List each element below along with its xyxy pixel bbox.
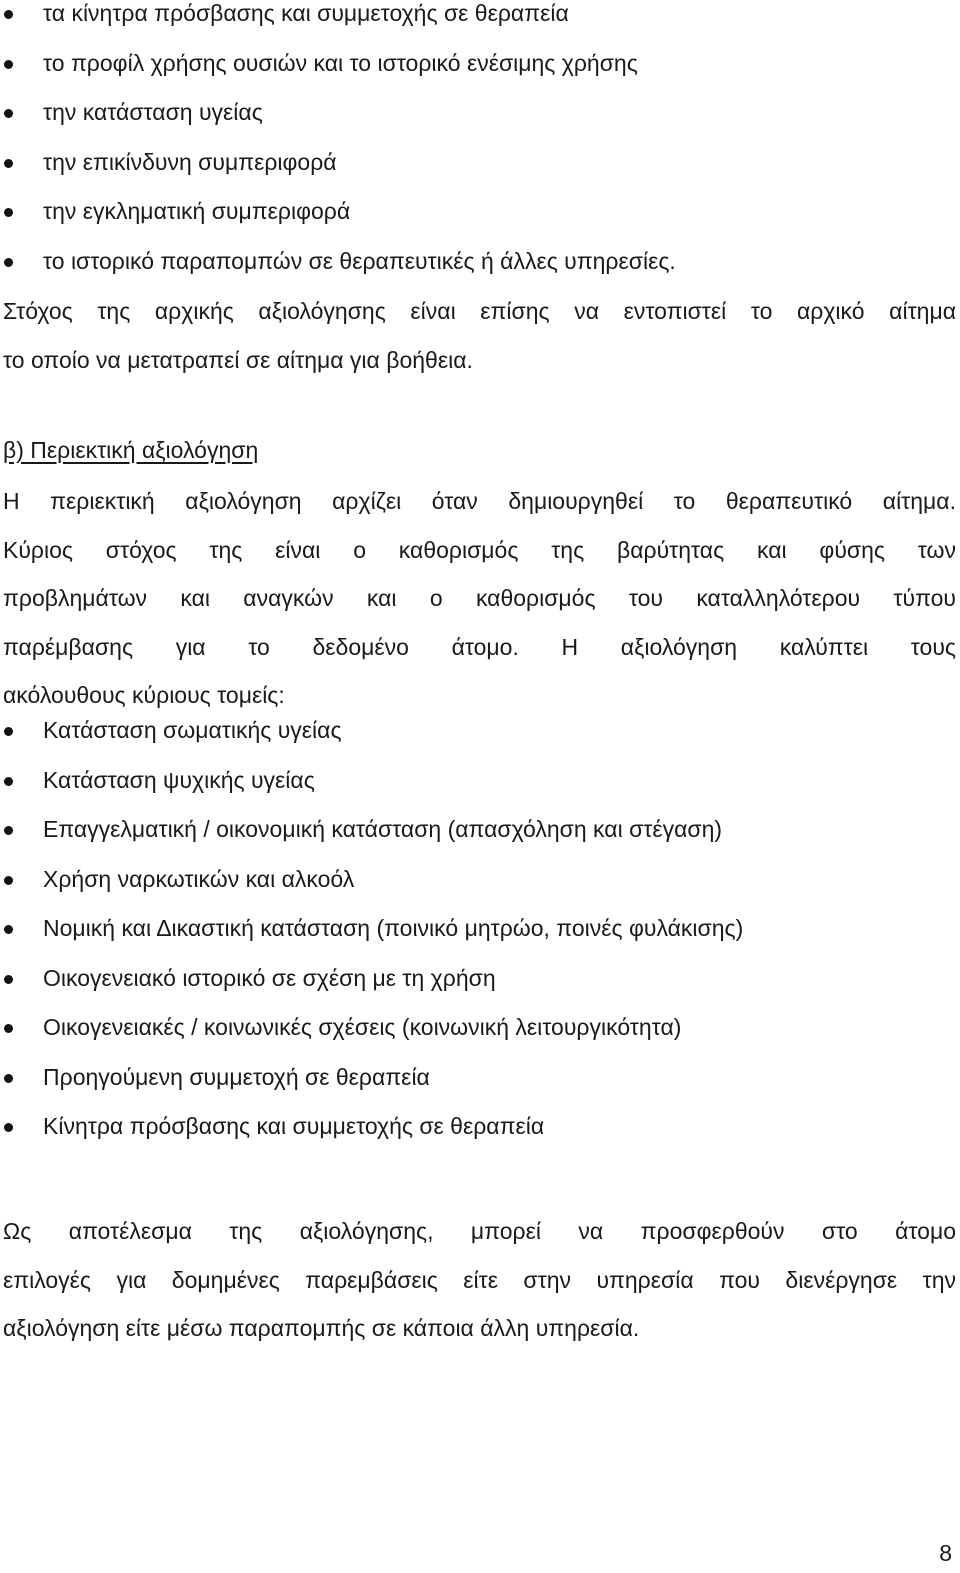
list-item-text: Επαγγελματική / οικονομική κατάσταση (απασχόληση και στέγαση) (43, 816, 723, 842)
list-item (0, 1113, 960, 1163)
paragraph-line: Στόχος της αρχικής αξιολόγησης είναι επίσης να εντοπιστεί το αρχικό αίτημα (3, 298, 956, 324)
paragraph-line: αξιολόγηση είτε μέσω παραπομπής σε κάποια άλλη υπηρεσία. (3, 1315, 640, 1341)
domain-bullet-list (0, 717, 960, 1163)
bullet-icon (4, 975, 13, 984)
list-item-text: την επικίνδυνη συμπεριφορά (43, 148, 337, 175)
list-item-text: το προφίλ χρήσης ουσιών και το ιστορικό ενέσιμης χρήσης (43, 49, 638, 76)
bullet-icon (4, 208, 13, 217)
list-item (0, 1064, 960, 1114)
list-item-text: την εγκληματική συμπεριφορά (43, 198, 351, 224)
paragraph-initial-assessment-goal (3, 287, 956, 384)
bullet-icon (4, 159, 13, 168)
list-item (0, 866, 960, 916)
bullet-icon (4, 258, 13, 267)
bullet-icon (4, 727, 13, 736)
list-item (0, 965, 960, 1015)
bullet-icon (4, 60, 13, 69)
paragraph-comprehensive-assessment (3, 477, 956, 720)
top-bullet-list (0, 0, 960, 297)
list-item (0, 99, 960, 149)
list-item-text: Οικογενειακές / κοινωνικές σχέσεις (κοινωνική λειτουργικότητα) (43, 1014, 682, 1040)
list-item (0, 149, 960, 199)
bullet-icon (4, 1123, 13, 1132)
bullet-icon (4, 826, 13, 835)
paragraph-line: επιλογές για δομημένες παρεμβάσεις είτε στην υπηρεσία που διενέργησε την (3, 1266, 956, 1293)
page-number: 8 (939, 1540, 952, 1566)
bullet-icon (4, 1074, 13, 1083)
bullet-icon (4, 925, 13, 934)
section-heading: β) Περιεκτική αξιολόγηση (3, 437, 259, 463)
list-item (0, 915, 960, 965)
paragraph-line: Ως αποτέλεσμα της αξιολόγησης, μπορεί να προσφερθούν στο άτομο (3, 1218, 956, 1244)
list-item (0, 198, 960, 248)
list-item-text: Κατάσταση ψυχικής υγείας (43, 766, 315, 793)
paragraph-line: το οποίο να μετατραπεί σε αίτημα για βοήθεια. (3, 346, 473, 373)
list-item-text: το ιστορικό παραπομπών σε θεραπευτικές ή άλλες υπηρεσίες. (43, 247, 676, 274)
bullet-icon (4, 777, 13, 786)
list-item (0, 1014, 960, 1064)
bullet-icon (4, 10, 13, 19)
list-item-text: Κατάσταση σωματικής υγείας (43, 717, 342, 743)
list-item-text: Οικογενειακό ιστορικό σε σχέση με τη χρήση (43, 964, 496, 991)
list-item (0, 717, 960, 767)
bullet-icon (4, 876, 13, 885)
paragraph-line: παρέμβασης για το δεδομένο άτομο. Η αξιολόγηση καλύπτει τους (3, 633, 956, 660)
list-item-text: την κατάσταση υγείας (43, 99, 263, 125)
paragraph-line: προβλημάτων και αναγκών και ο καθορισμός του καταλληλότερου τύπου (3, 585, 956, 611)
list-item (0, 0, 960, 50)
list-item (0, 767, 960, 817)
bullet-icon (4, 109, 13, 118)
list-item-text: Προηγούμενη συμμετοχή σε θεραπεία (43, 1063, 430, 1090)
list-item (0, 816, 960, 866)
list-item-text: τα κίνητρα πρόσβασης και συμμετοχής σε θεραπεία (43, 0, 569, 26)
paragraph-line: Κύριος στόχος της είναι ο καθορισμός της βαρύτητας και φύσης των (3, 536, 956, 563)
list-item-text: Κίνητρα πρόσβασης και συμμετοχής σε θεραπεία (43, 1113, 545, 1139)
list-item-text: Χρήση ναρκωτικών και αλκοόλ (43, 865, 355, 892)
list-item-text: Νομική και Δικαστική κατάσταση (ποινικό μητρώο, ποινές φυλάκισης) (43, 915, 744, 941)
paragraph-line: ακόλουθους κύριους τομείς: (3, 682, 285, 708)
list-item (0, 50, 960, 100)
bullet-icon (4, 1024, 13, 1033)
paragraph-line: Η περιεκτική αξιολόγηση αρχίζει όταν δημιουργηθεί το θεραπευτικό αίτημα. (3, 488, 956, 514)
paragraph-assessment-outcome (3, 1207, 956, 1353)
